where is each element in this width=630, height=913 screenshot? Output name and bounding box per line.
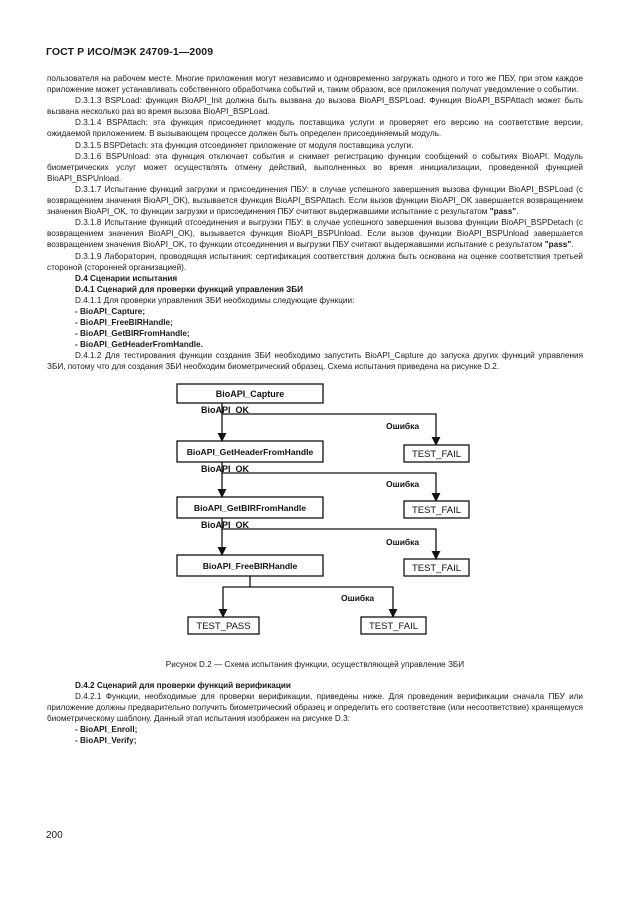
pass-result: "pass" [489, 207, 517, 217]
error-label-2: Ошибка [386, 478, 420, 489]
page-content [47, 73, 583, 746]
ok-label-2: BioAPI_OK [201, 463, 250, 474]
ok-label-3: BioAPI_OK [201, 519, 250, 530]
box-get-header-label: BioAPI_GetHeaderFromHandle [186, 446, 314, 457]
error-label-3: Ошибка [386, 536, 420, 547]
list-item: - BioAPI_Capture; [75, 306, 146, 316]
box-free-bir-label: BioAPI_FreeBIRHandle [202, 560, 298, 571]
box-get-bir-label: BioAPI_GetBIRFromHandle [193, 502, 307, 513]
error-label-4: Ошибка [341, 592, 375, 603]
flowchart-diagram [47, 373, 583, 657]
box-fail-3-label: TEST_FAIL [411, 562, 462, 574]
ok-label-1: BioAPI_OK [201, 404, 250, 415]
box-capture-label: BioAPI_Capture [215, 388, 285, 399]
document-header: ГОСТ Р ИСО/МЭК 24709-1—2009 [46, 46, 214, 58]
paragraph-d3-1-5: D.3.1.5 BSPDetach: эта функция отсоединяет приложение от модуля поставщика услуги. [75, 140, 414, 150]
box-fail-2-label: TEST_FAIL [411, 504, 462, 516]
arrow-pass [223, 587, 250, 617]
pass-result: "pass" [544, 240, 572, 250]
box-fail-4-label: TEST_FAIL [368, 620, 419, 632]
section-heading-d4-2: D.4.2 Сценарий для проверки функций верификации [75, 680, 291, 690]
paragraph-d4-1-2: D.4.1.2 Для тестирования функции создания ЗБИ необходимо запустить BioAPI_Capture до запуска других функций управления ЗБИ, потому что для создания ЗБИ необходим биометрический образец. Схема испытания приведена на рисунке D.2. [47, 351, 583, 372]
list-item: - BioAPI_GetHeaderFromHandle. [75, 340, 203, 350]
list-item: - BioAPI_Enroll; [75, 725, 138, 734]
page-number: 200 [46, 830, 63, 841]
paragraph-text: D.3.1.8 Испытание функций отсоединения и выгрузки ПБУ: в случае успешного завершения вызова функции BioAPI_BSPDetach (с возвращением значения BioAPI_OK), вызывается функция BioAPI_BSPUnload. Если вызов функции BioAPI_BSPUnload завершается возвращением значения BioAPI_OK, то функции отсоединения и выгрузки ПБУ считают выдержавшими испытание с результатом [47, 218, 583, 250]
paragraph-text: D.3.1.7 Испытание функций загрузки и присоединения ПБУ: в случае успешного завершения вызова функции BioAPI_BSPLoad (с возвращением значения BioAPI_OK), вызывается функция BioAPI_BSPAttach. Если вызов функции BioAPI_OK завершается возвращением значения BioAPI_OK, то функции загрузки и присоединения ПБУ считают выдержавшими испытание с результатом [47, 184, 583, 217]
list-item: - BioAPI_FreeBIRHandle; [75, 318, 173, 328]
paragraph-d3-1-3: D.3.1.3 BSPLoad: функция BioAPI_Init должна быть вызвана до вызова BioAPI_BSPLoad. Функция BioAPI_BSPAttach может быть вызвана несколько раз во время вызова BioAPI_BSPLoad. [47, 96, 583, 117]
list-item: - BioAPI_Verify; [75, 736, 137, 746]
box-pass-label: TEST_PASS [196, 620, 251, 632]
error-label-1: Ошибка [386, 420, 420, 431]
paragraph: пользователя на рабочем месте. Многие приложения могут независимо и одновременно загружать одного и того же ПБУ, при этом каждое приложение может устанавливать собственного обработчика событий и, таким образом, все приложения получат уведомление о событии. [47, 74, 583, 95]
paragraph-d4-1-1: D.4.1.1 Для проверки управления ЗБИ необходимы следующие функции: [75, 295, 355, 305]
section-heading-d4-1: D.4.1 Сценарий для проверки функций управления ЗБИ [75, 284, 304, 294]
figure-caption: Рисунок D.2 — Схема испытания функции, осуществляющей управление ЗБИ [165, 659, 465, 669]
flowchart-figure [47, 373, 583, 657]
box-fail-1-label: TEST_FAIL [411, 448, 462, 460]
punctuation: . [571, 240, 574, 250]
list-item: - BioAPI_GetBIRFromHandle; [75, 329, 190, 339]
paragraph-d3-1-6: D.3.1.6 BSPUnload: эта функция отключает события и снимает регистрацию функции сообщений о событиях BioAPI. Модуль биометрических услуг может осуществлять отмену действий, выполненных во время инициализации, проведенной функцией BioAPI_BSPUnload. [47, 151, 583, 183]
punctuation: . [516, 207, 519, 217]
paragraph-d3-1-9: D.3.1.9 Лаборатория, проводящая испытания: сертификация соответствия должна быть основана на оценке соответствия третьей стороной (сторонней организацией). [47, 251, 583, 272]
section-heading-d4: D.4 Сценарии испытания [75, 273, 178, 283]
paragraph-d4-2-1: D.4.2.1 Функции, необходимые для проверки верификации, приведены ниже. Для проведения верификации сначала ПБУ или приложение должны предварительно получить биометрический образец и определить его соответствие (или несоответствие) хранящемуся биометрическому шаблону. Данный этап испытания изображен на рисунке D.3: [47, 691, 583, 723]
paragraph-d3-1-8 [47, 217, 583, 250]
paragraph-d3-1-4: D.3.1.4 BSPAttach: эта функция присоединяет модуль поставщика услуги и проверяет его версию на соответствие версии, ожидаемой приложением. В вызывающем процессе должен быть определен присоединяемый модуль. [47, 118, 583, 139]
paragraph-d3-1-7 [47, 184, 583, 217]
